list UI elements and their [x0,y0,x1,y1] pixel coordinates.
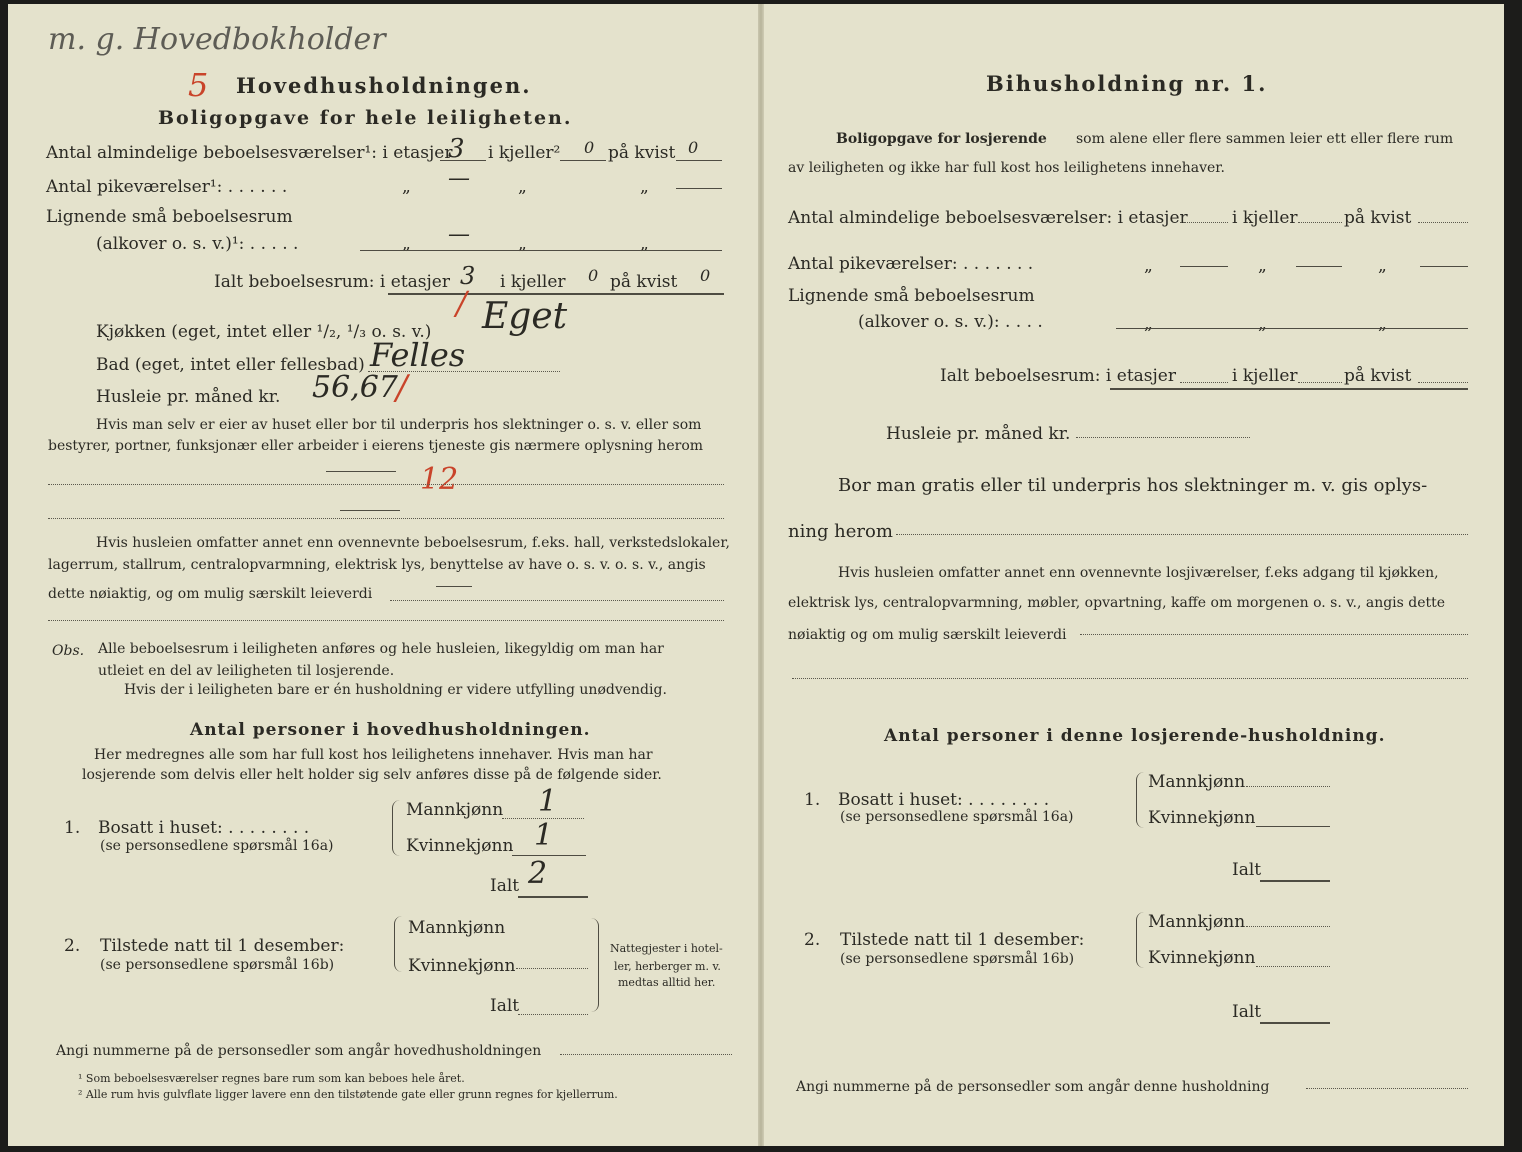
red-mark-12: 12 [420,462,459,497]
label-resident: Bosatt i huset: . . . . . . . . [98,818,310,838]
value-attic: 0 [688,138,699,157]
label-similar-rooms: Lignende små beboelsesrum [46,207,293,227]
r-label-rent: Husleie pr. måned kr. [886,424,1071,444]
label-slip-numbers: Angi nummerne på de personsedler som angår hovedhusholdningen [56,1043,542,1059]
label-present: Tilstede natt til 1 desember: [100,936,345,956]
page-fold [758,4,764,1146]
label-basement: i kjeller² [488,143,561,163]
total-floors: 3 [460,262,476,290]
label-rent: Husleie pr. måned kr. [96,387,281,407]
r-label-similar-rooms: Lignende små beboelsesrum [788,286,1035,306]
value-kitchen: Eget [482,296,568,337]
resident-total: 2 [528,856,548,891]
total-attic: 0 [700,266,711,285]
persons-title: Antal personer i hovedhusholdningen. [190,720,591,740]
label-maid-rooms: Antal pikeværelser¹: . . . . . . [46,177,288,197]
label-attic: på kvist [608,143,676,163]
resident-female: 1 [534,818,554,853]
left-page [8,4,760,1146]
r-label-ordinary-rooms: Antal almindelige beboelsesværelser: i etasjer [788,208,1188,228]
r-label-slip-numbers: Angi nummerne på de personsedler som angår denne husholdning [796,1079,1270,1095]
main-household-subtitle: Boligopgave for hele leiligheten. [158,107,573,129]
handwritten-number: 5 [188,66,209,104]
value-rent: 56,67 [312,370,398,405]
label-ordinary-rooms: Antal almindelige beboelsesværelser¹: i etasjer [46,143,453,163]
value-bath: Felles [370,336,466,374]
r-label-present: Tilstede natt til 1 desember: [840,930,1085,950]
resident-male: 1 [538,784,558,819]
intro-bold: Boligopgave for losjerende [836,131,1047,147]
value-floors: 3 [448,134,465,164]
sub-household-title: Bihusholdning nr. 1. [986,71,1268,96]
footnote-1: ¹ Som beboelsesværelser regnes bare rum som kan beboes hele året. [78,1072,465,1085]
value-basement: 0 [584,138,595,157]
handwritten-occupation: m. g. Hovedbokholder [48,22,386,57]
label-total-rooms: Ialt beboelsesrum: i etasjer [214,272,450,292]
r-label-total-rooms: Ialt beboelsesrum: i etasjer [940,366,1176,386]
label-kitchen: Kjøkken (eget, intet eller ¹/₂, ¹/₃ o. s. v.) [96,322,432,342]
r-label-resident: Bosatt i huset: . . . . . . . . [838,790,1050,810]
r-label-maid-rooms: Antal pikeværelser: . . . . . . . [788,254,1034,274]
main-household-title: Hovedhusholdningen. [236,73,532,98]
footnote-2: ² Alle rum hvis gulvflate ligger lavere enn den tilstøtende gate eller grunn regnes for kjellerrum. [78,1088,618,1101]
r-persons-title: Antal personer i denne losjerende-husholdning. [884,726,1386,746]
total-basement: 0 [588,266,599,285]
obs-label: Obs. [52,643,85,659]
label-bath: Bad (eget, intet eller fellesbad) [96,355,365,375]
